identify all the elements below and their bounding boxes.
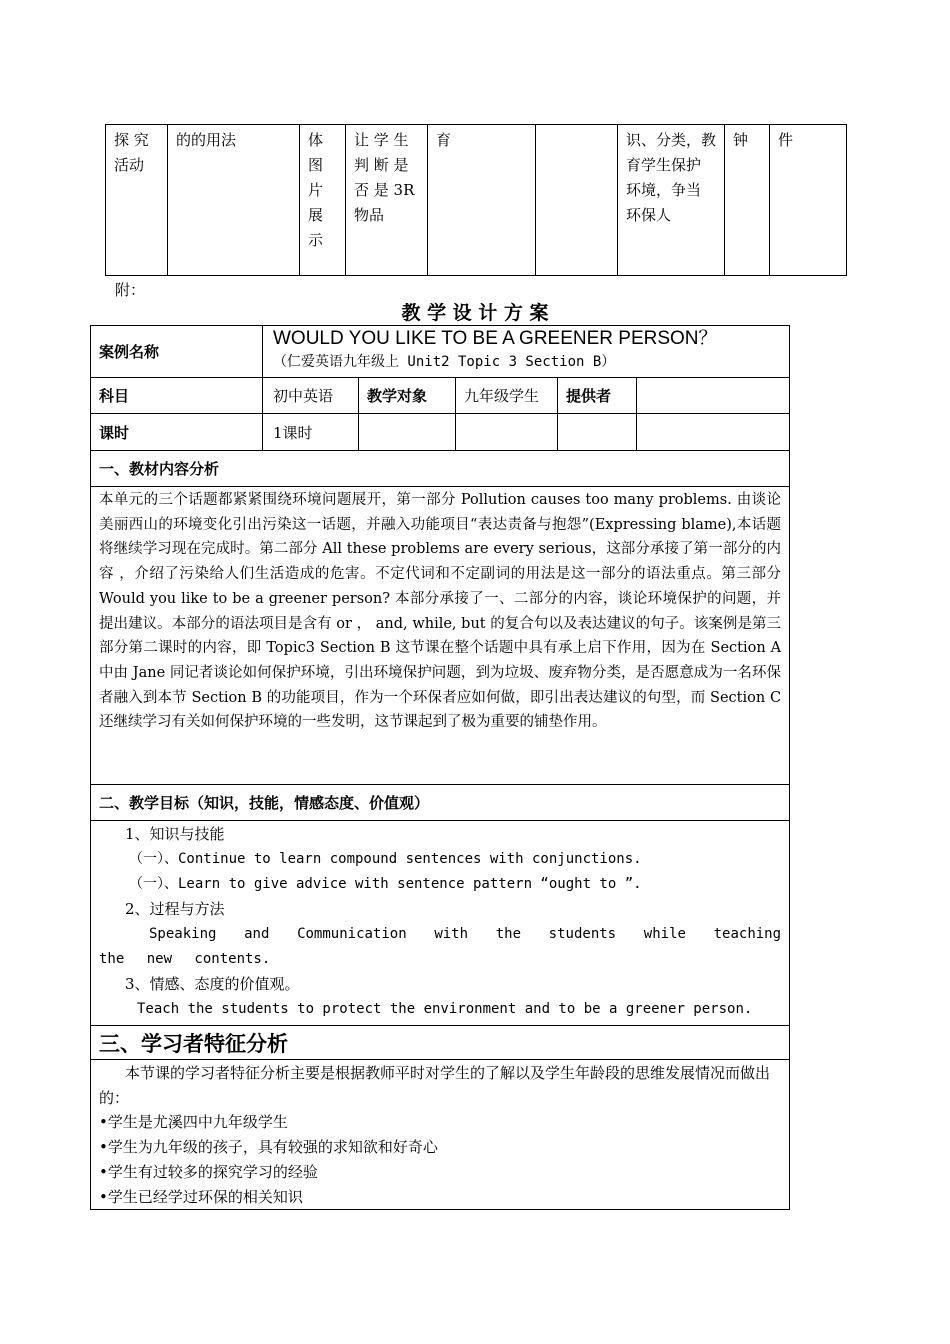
goal-process-text: Speaking and Communication with the students while teaching the new contents. [99, 926, 782, 967]
cell-method: 体 图 片 展 示 [300, 125, 346, 276]
provider-value [637, 378, 790, 414]
case-name-value [263, 326, 790, 378]
subject-label: 科目 [91, 378, 263, 414]
empty-cell-d [637, 414, 790, 451]
cell-purpose: 识、分类，教 育学生保护 环境，争当 环保人 [618, 125, 725, 276]
learner-trait-2: •学生为九年级的孩子，具有较强的求知欲和好奇心 [99, 1138, 438, 1157]
section1-body-cell [91, 487, 790, 785]
empty-cell-b [456, 414, 558, 451]
page-title: 教 学 设 计 方 案 [401, 302, 549, 324]
activity-table-continuation [105, 124, 847, 276]
section2-title: 二、教学目标（知识，技能，情感态度、价值观） [91, 785, 790, 821]
learner-trait-3: •学生有过较多的探究学习的经验 [99, 1162, 318, 1181]
section3-title: 三、学习者特征分析 [91, 1026, 790, 1060]
case-name-title: WOULD YOU LIKE TO BE A GREENER PERSON？ [273, 328, 718, 349]
provider-label: 提供者 [558, 378, 637, 414]
cell-time: 钟 [725, 125, 770, 276]
goal-attitude-heading: 3、情感、态度的价值观。 [125, 975, 300, 993]
section2-body [91, 821, 790, 1026]
case-name-subtitle: （仁爱英语九年级上 Unit2 Topic 3 Section B） [273, 354, 616, 370]
teaching-design-table [90, 325, 790, 1210]
cell-activity-type: 探 究 活动 [106, 125, 168, 276]
target-value: 九年级学生 [456, 378, 558, 414]
target-label: 教学对象 [359, 378, 456, 414]
cell-empty [536, 125, 618, 276]
learner-trait-4: •学生已经学过环保的相关知识 [99, 1187, 303, 1206]
goal-knowledge-2: （一）、Learn to give advice with sentence pattern “ought to ”. [129, 876, 642, 892]
goal-attitude-text: Teach the students to protect the environment and to be a greener person. [137, 1001, 753, 1017]
cell-courseware: 件 [770, 125, 847, 276]
empty-cell-a [359, 414, 456, 451]
appendix-label: 附： [115, 281, 146, 299]
cell-content: 的的用法 [168, 125, 300, 276]
learner-trait-1: •学生是尤溪四中九年级学生 [99, 1113, 288, 1132]
cell-student-activity: 让 学 生 判 断 是 否 是 3R 物品 [346, 125, 428, 276]
empty-cell-c [558, 414, 637, 451]
section3-intro: 本节课的学习者特征分析主要是根据教师平时对学生的了解以及学生年龄段的思维发展情况而做出的： [99, 1064, 771, 1107]
goal-knowledge-heading: 1、知识与技能 [125, 825, 225, 843]
section1-body: 本单元的三个话题都紧紧围绕环境问题展开，第一部分 Pollution causes too many problems. 由谈论美丽西山的环境变化引出污染这一话题，并融入功能项目“表达责备与抱怨”(Expressing blame),本话题将继续学习现在完成时。第二部分 All these problems are every serious，这部分承接了第一部分的内容 ，介绍了污染给人们生活造成的危害。不定代词和不定副词的用法是这一部分的语法重点。第三部分 Would you like to be a greener person? 本部分承接了一、二部分的内容，谈论环境保护的问题，并提出建议。本部分的语法项目是含有 or ， and, while, but 的复合句以及表达建议的句子。该案例是第三部分第二课时的内容，即 Topic3 Section B 这节课在整个话题中具有承上启下作用，因为在 Section A 中由 Jane 同记者谈论如何保护环境，引出环境保护问题，到为垃圾、废弃物分类，是否愿意成为一名环保者融入到本节 Section B 的功能项目，作为一个环保者应如何做，即引出表达建议的句型，而 Section C 还继续学习有关如何保护环境的一些发明，这节课起到了极为重要的铺垫作用。 [99, 492, 782, 731]
case-name-label: 案例名称 [91, 326, 263, 378]
goal-knowledge-1: （一）、Continue to learn compound sentences with conjunctions. [129, 851, 642, 867]
section1-title: 一、教材内容分析 [91, 451, 790, 487]
hours-value: 1课时 [263, 414, 359, 451]
goal-process-heading: 2、过程与方法 [125, 900, 225, 918]
subject-value: 初中英语 [263, 378, 359, 414]
section3-body [91, 1060, 790, 1210]
cell-teacher-activity: 育 [428, 125, 536, 276]
hours-label: 课时 [91, 414, 263, 451]
